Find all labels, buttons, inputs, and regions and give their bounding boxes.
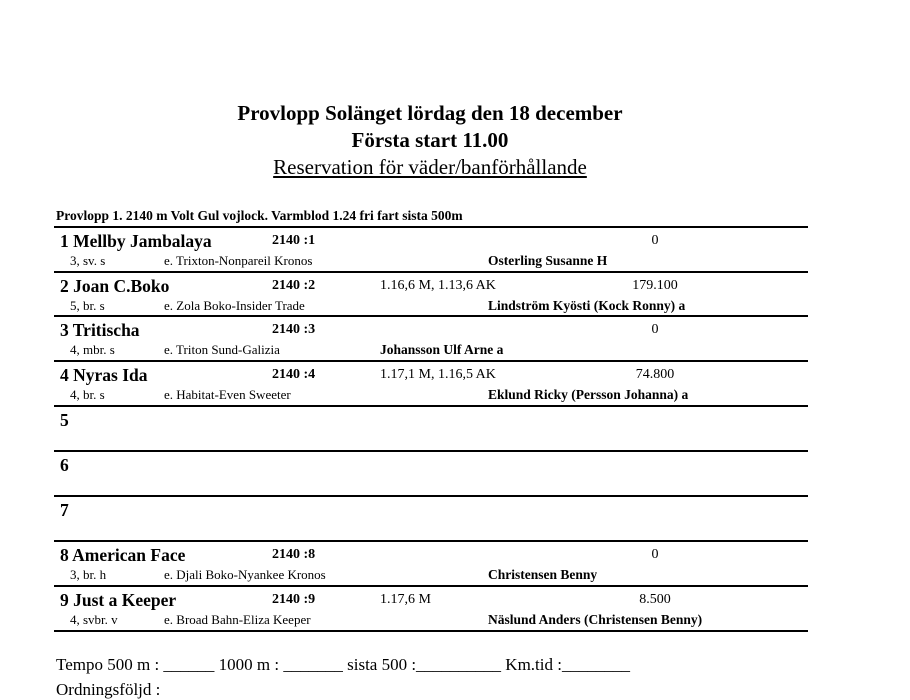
- driver: Eklund Ricky (Persson Johanna) a: [488, 387, 689, 402]
- start-distance: 2140 :4: [272, 367, 316, 382]
- start-distance: 2140 :1: [272, 233, 316, 248]
- earnings: 0: [651, 547, 659, 562]
- horse-name: 7: [60, 500, 69, 520]
- start-distance: 2140 :8: [272, 547, 316, 562]
- horse-name: 8 American Face: [60, 545, 186, 565]
- tempo-line: Tempo 500 m : ______ 1000 m : _______ sista 500 :__________ Km.tid :________: [56, 655, 630, 674]
- driver: Lindström Kyösti (Kock Ronny) a: [488, 298, 686, 313]
- driver: Christensen Benny: [488, 567, 598, 582]
- entry-row: [54, 452, 814, 496]
- start-distance: 2140 :2: [272, 278, 316, 293]
- title-line-2: Första start 11.00: [351, 128, 509, 152]
- entry-row: [54, 542, 814, 586]
- pedigree: e. Habitat-Even Sweeter: [164, 387, 291, 402]
- pedigree: e. Zola Boko-Insider Trade: [164, 298, 305, 313]
- age-color-sex: 3, sv. s: [70, 253, 106, 268]
- horse-name: 6: [60, 455, 69, 475]
- pedigree: e. Trixton-Nonpareil Kronos: [164, 253, 313, 268]
- horse-name: 5: [60, 410, 69, 430]
- driver: Johansson Ulf Arne a: [380, 342, 504, 357]
- horse-name: 4 Nyras Ida: [60, 365, 148, 385]
- earnings: 0: [651, 322, 659, 337]
- earnings: 0: [651, 233, 659, 248]
- pedigree: e. Triton Sund-Galizia: [164, 342, 280, 357]
- entry-row: [54, 362, 814, 406]
- horse-name: 3 Tritischa: [60, 320, 140, 340]
- earnings: 179.100: [632, 278, 678, 293]
- age-color-sex: 3, br. h: [70, 567, 107, 582]
- start-distance: 2140 :9: [272, 592, 316, 607]
- start-distance: 2140 :3: [272, 322, 316, 337]
- entry-row: [54, 317, 814, 361]
- entry-row: [54, 497, 814, 541]
- earnings: 74.800: [635, 367, 675, 382]
- entry-row: [54, 587, 814, 631]
- driver: Näslund Anders (Christensen Benny): [488, 612, 703, 627]
- horse-name: 9 Just a Keeper: [60, 590, 177, 610]
- entry-row: [54, 228, 814, 272]
- title-line-3: Reservation för väder/banförhållande: [273, 155, 587, 179]
- title-line-1: Provlopp Solänget lördag den 18 december: [237, 101, 623, 125]
- record: 1.17,6 M: [380, 592, 431, 607]
- driver: Osterling Susanne H: [488, 253, 608, 268]
- age-color-sex: 4, mbr. s: [70, 342, 115, 357]
- order-label: Ordningsföljd :: [56, 680, 161, 699]
- record: 1.17,1 M, 1.16,5 AK: [380, 367, 496, 382]
- horse-name: 1 Mellby Jambalaya: [60, 231, 212, 251]
- pedigree: e. Djali Boko-Nyankee Kronos: [164, 567, 326, 582]
- horse-name: 2 Joan C.Boko: [60, 276, 170, 296]
- age-color-sex: 4, svbr. v: [70, 612, 118, 627]
- entry-row: [54, 407, 814, 451]
- race-header: Provlopp 1. 2140 m Volt Gul vojlock. Varmblod 1.24 fri fart sista 500m: [56, 208, 463, 223]
- entry-row: [54, 273, 814, 317]
- record: 1.16,6 M, 1.13,6 AK: [380, 278, 496, 293]
- pedigree: e. Broad Bahn-Eliza Keeper: [164, 612, 311, 627]
- age-color-sex: 5, br. s: [70, 298, 105, 313]
- age-color-sex: 4, br. s: [70, 387, 105, 402]
- earnings: 8.500: [639, 592, 671, 607]
